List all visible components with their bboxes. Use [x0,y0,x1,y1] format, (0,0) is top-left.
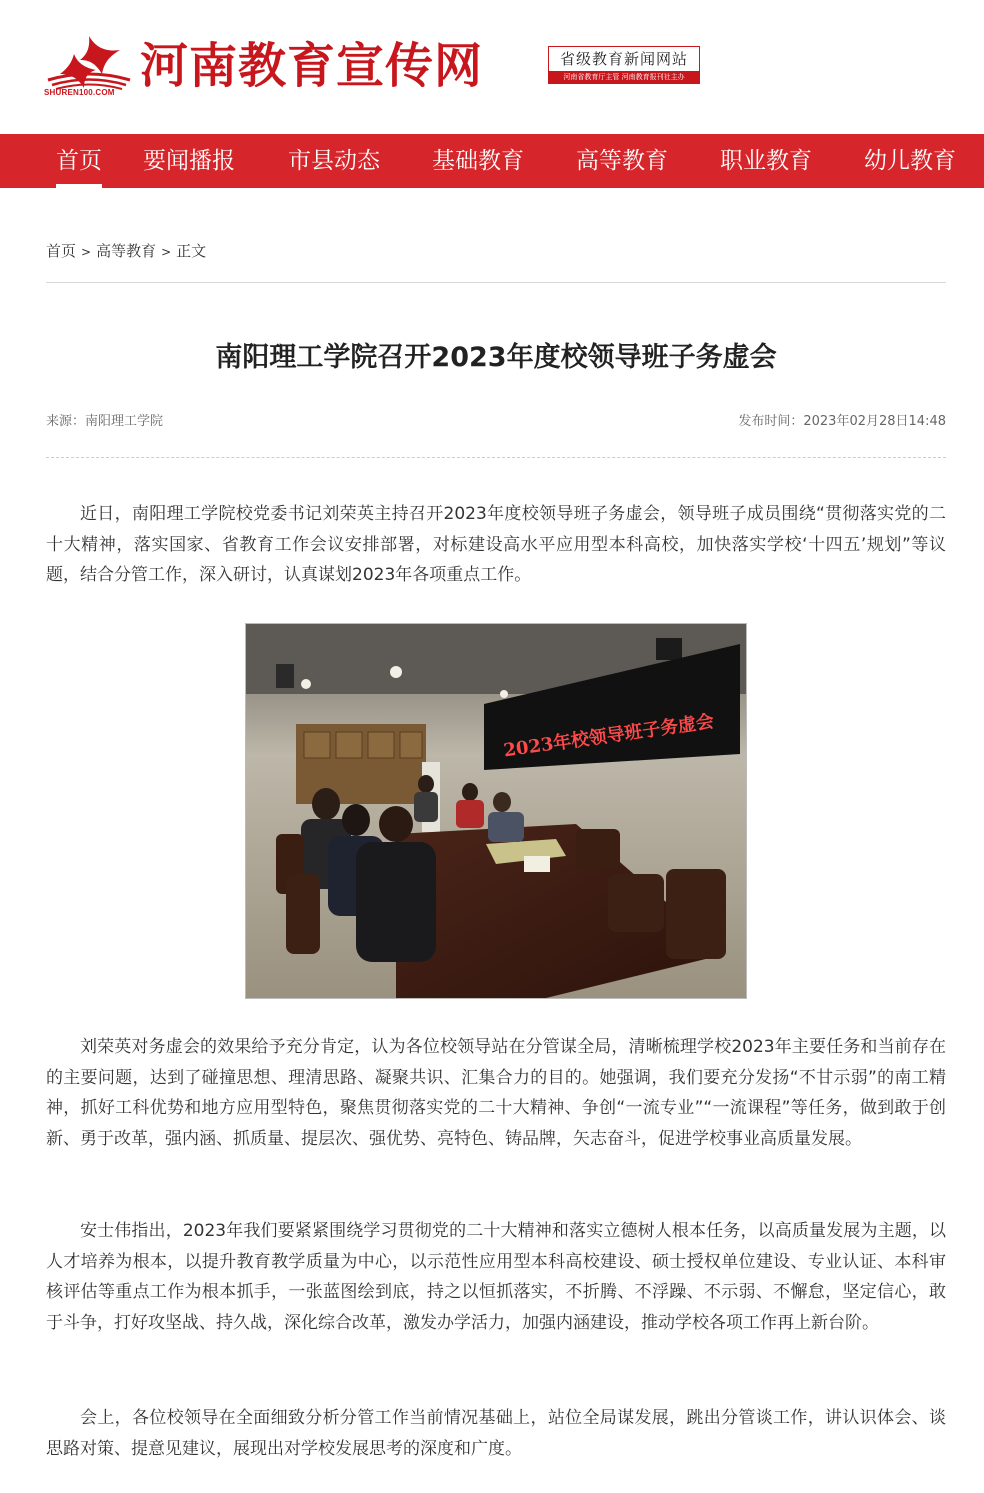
meta-divider [46,457,946,458]
article-paragraph: 安士伟指出，2023年我们要紧紧围绕学习贯彻党的二十大精神和落实立德树人根本任务，以高质量发展为主题，以人才培养为根本，以提升教育教学质量为中心，以示范性应用型本科高校建设、硕士授权单位建设、专业认证、本科审核评估等重点工作为根本抓手，一张蓝图绘到底，持之以恒抓落实，不折腾、不浮躁、不示弱、不懈怠，坚定信心，敢于斗争，打好攻坚战、持久战，深化综合改革，激发办学活力，加强内涵建设，推动学校各项工作再上新台阶。 [46,1221,946,1333]
article-paragraph: 会上，各位校领导在全面细致分析分管工作当前情况基础上，站位全局谋发展，跳出分管谈工作，讲认识体会、谈思路对策、提意见建议，展现出对学校发展思考的深度和广度。 [46,1408,946,1459]
article-publish-time: 发布时间：2023年02月28日14:48 [738,414,946,429]
article-title: 南阳理工学院召开2023年度校领导班子务虚会 [215,342,777,373]
slogan-sub: 河南省教育厅主管 河南教育报刊社主办 [549,71,699,84]
nav-item-vocational-edu[interactable]: 职业教育 [720,148,812,174]
nav-item-basic-edu[interactable]: 基础教育 [432,148,524,174]
breadcrumb-home[interactable]: 首页 [46,242,77,260]
site-name[interactable]: 河南教育宣传网 [140,38,484,94]
breadcrumb-current: 正文 [176,242,207,260]
site-header [0,0,984,134]
breadcrumb [46,240,206,262]
article-paragraph: 刘荣英对务虚会的效果给予充分肯定，认为各位校领导站在分管谋全局，清晰梳理学校2023年主要任务和当前存在的主要问题，达到了碰撞思想、理清思路、凝聚共识、汇集合力的目的。她强调，我们要充分发扬“不甘示弱”的南工精神，抓好工科优势和地方应用型特色，聚焦贯彻落实党的二十大精神、争创“一流专业”“一流课程”等任务，做到敢于创新、勇于改革，强内涵、抓质量、提层次、强优势、亮特色、铸品牌，矢志奋斗，促进学校事业高质量发展。 [46,1037,946,1149]
led-screen-text: 2023年校领导班子务虚会 [502,711,716,762]
slogan-badge [548,46,700,84]
nav-item-news[interactable]: 要闻播报 [143,148,235,174]
breadcrumb-separator: > [161,245,172,259]
nav-item-higher-edu[interactable]: 高等教育 [576,148,668,174]
site-domain: SHUREN100.COM [44,88,115,97]
main-nav [0,134,984,188]
nav-item-city[interactable]: 市县动态 [288,148,380,174]
breadcrumb-category[interactable]: 高等教育 [96,242,157,260]
article-source: 来源：南阳理工学院 [46,414,164,429]
meeting-photo-image [246,624,746,998]
article-photo [245,623,747,999]
nav-item-home[interactable]: 首页 [56,134,102,188]
slogan-main: 省级教育新闻网站 [559,50,688,68]
breadcrumb-divider [46,282,946,283]
breadcrumb-separator: > [81,245,92,259]
nav-item-preschool-edu[interactable]: 幼儿教育 [864,148,956,174]
article-paragraph: 近日，南阳理工学院校党委书记刘荣英主持召开2023年度校领导班子务虚会，领导班子成员围绕“贯彻落实党的二十大精神，落实国家、省教育工作会议安排部署，对标建设高水平应用型本科高校，加快落实学校‘十四五’规划”等议题，结合分管工作，深入研讨，认真谋划2023年各项重点工作。 [46,504,946,585]
